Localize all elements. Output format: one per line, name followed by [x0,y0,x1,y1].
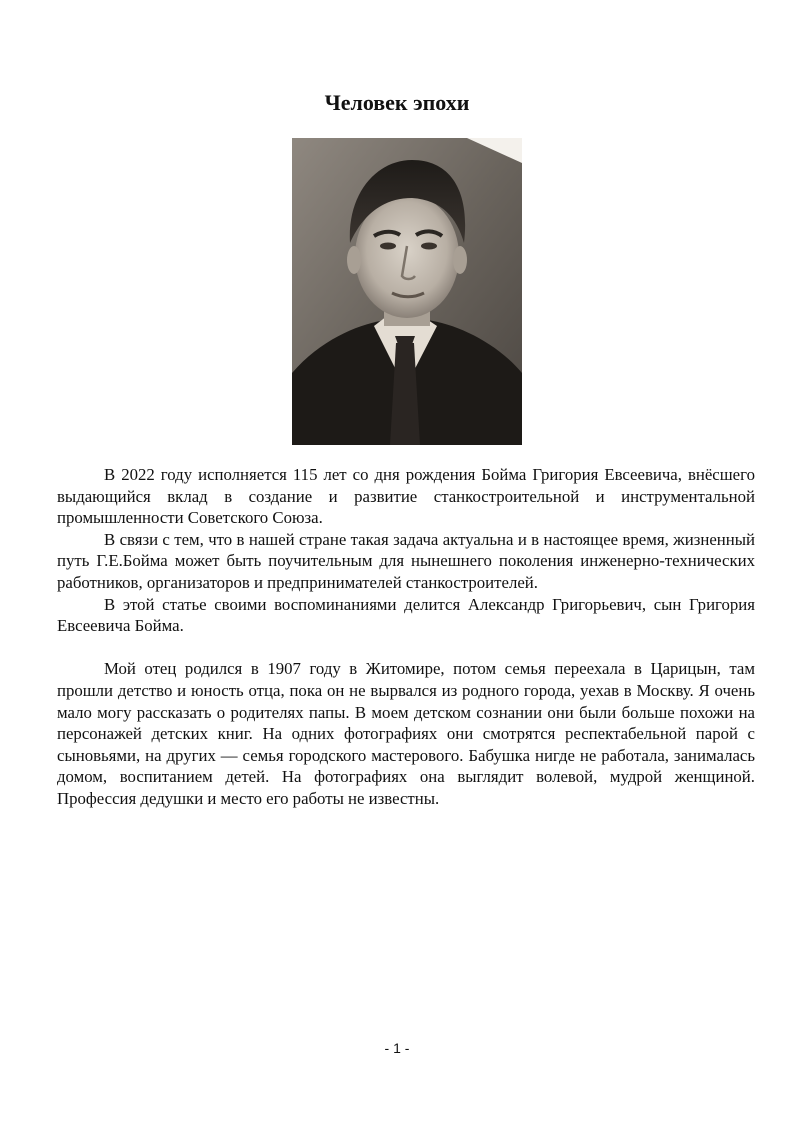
page-title: Человек эпохи [324,90,470,115]
page-number: - 1 - [384,1040,410,1056]
paragraph-relevance: В связи с тем, что в нашей стране такая задача актуальна и в настоящее время, жизненный путь Г.Е.Бойма может быть поучительным для нынешнего поколения инженерно-технических работников, организаторов и предпринимателей станкостроителей. [57,529,755,592]
article-body [57,464,755,810]
paragraph-intro: В 2022 году исполняется 115 лет со дня рождения Бойма Григория Евсеевича, внёсшего выдающийся вклад в создание и развитие станкостроительной и инструментальной промышленности Советского Союза. [57,465,755,528]
portrait-photo [292,138,522,445]
paragraph-author: В этой статье своими воспоминаниями делится Александр Григорьевич, сын Григория Евсеевича Бойма. [57,594,755,636]
portrait-photo-image [292,138,522,445]
paragraph-memoir: Мой отец родился в 1907 году в Житомире, потом семья переехала в Царицын, там прошли детство и юность отца, пока он не вырвался из родного города, уехав в Москву. Я очень мало могу рассказать о родителях папы. В моем детском сознании они были больше похожи на персонажей детских книг. На одних фотографиях они смотрятся респектабельной парой с сыновьями, на других — семья городского мастерового. Бабушка нигде не работала, занималась домом, воспитанием детей. На фотографиях она выглядит волевой, мудрой женщиной. Профессия дедушки и место его работы не известны. [57,659,755,808]
